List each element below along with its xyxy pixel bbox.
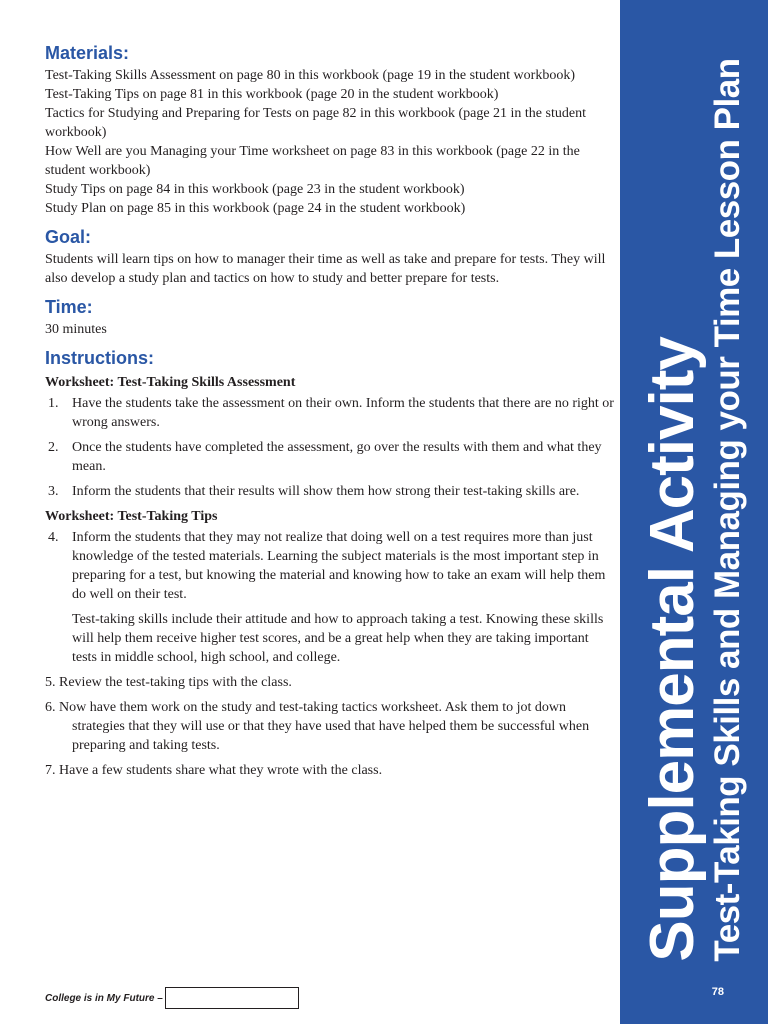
instructions-section [45, 347, 617, 780]
item-text: Once the students have completed the assessment, go over the results with them and what they mean. [72, 440, 602, 474]
main-content [45, 42, 617, 788]
sidebar-subtitle: Test-Taking Skills and Managing your Time Lesson Plan [708, 58, 747, 962]
item-number: 1. [48, 396, 59, 411]
instruction-item [45, 698, 617, 755]
item-text: Have a few students share what they wrote with the class. [59, 763, 383, 778]
worksheet-heading: Worksheet: Test-Taking Tips [45, 509, 218, 524]
sidebar-banner [620, 0, 768, 1024]
instruction-paragraph: Test-taking skills include their attitude and how to approach taking a test. Knowing these skills will help them receive higher test scores, and be a great help when they are taking important tests in middle school, high school, and college. [72, 612, 604, 665]
instructions-heading: Instructions: [45, 348, 155, 368]
instruction-list [45, 528, 617, 604]
worksheet-heading: Worksheet: Test-Taking Skills Assessment [45, 375, 296, 390]
instruction-item [45, 394, 617, 432]
materials-item: Test-Taking Skills Assessment on page 80 in this workbook (page 19 in the student workbook) [45, 68, 575, 83]
instruction-item [45, 482, 617, 501]
footer-box [165, 987, 299, 1009]
instruction-list [45, 394, 617, 501]
instruction-item [45, 761, 617, 780]
sidebar-title: Supplemental Activity [638, 337, 707, 962]
materials-item: Study Plan on page 85 in this workbook (page 24 in the student workbook) [45, 201, 466, 216]
materials-item: How Well are you Managing your Time worksheet on page 83 in this workbook (page 22 in the student workbook) [45, 144, 580, 178]
materials-item: Test-Taking Tips on page 81 in this workbook (page 20 in the student workbook) [45, 87, 499, 102]
materials-heading: Materials: [45, 43, 130, 63]
goal-heading: Goal: [45, 227, 92, 247]
materials-item: Study Tips on page 84 in this workbook (page 23 in the student workbook) [45, 182, 465, 197]
goal-text: Students will learn tips on how to manager their time as well as take and prepare for tests. They will also develop a study plan and tactics on how to study and better prepare for tests. [45, 252, 606, 286]
instruction-item [45, 673, 617, 692]
item-number: 4. [48, 530, 59, 545]
item-number: 2. [48, 440, 59, 455]
footer-text: College is in My Future – [45, 992, 163, 1004]
materials-section [45, 42, 617, 218]
time-section [45, 296, 617, 339]
time-text: 30 minutes [45, 322, 107, 337]
time-heading: Time: [45, 297, 93, 317]
item-number: 7. [45, 763, 56, 778]
item-number: 3. [48, 484, 59, 499]
sidebar-title-block [639, 58, 749, 961]
item-text: Have the students take the assessment on their own. Inform the students that there are no right or wrong answers. [72, 396, 614, 430]
item-number: 5. [45, 675, 56, 690]
footer [45, 987, 299, 1009]
goal-section [45, 226, 617, 288]
instruction-item [45, 438, 617, 476]
page-number: 78 [711, 986, 724, 998]
materials-item: Tactics for Studying and Preparing for Tests on page 82 in this workbook (page 21 in the student workbook) [45, 106, 586, 140]
item-text: Inform the students that their results will show them how strong their test-taking skills are. [72, 484, 580, 499]
item-text: Review the test-taking tips with the class. [59, 675, 292, 690]
item-text: Inform the students that they may not realize that doing well on a test requires more than just knowledge of the tested materials. Learning the subject materials is the most important step in preparing for a test, but knowing the material and knowing how to take an exam will help them do well on their test. [72, 530, 606, 602]
item-text: Now have them work on the study and test-taking tactics worksheet. Ask them to jot down strategies that they will use or that they have used that have helped them be successful when preparing and taking tests. [59, 700, 590, 753]
instruction-item [45, 528, 617, 604]
item-number: 6. [45, 700, 56, 715]
